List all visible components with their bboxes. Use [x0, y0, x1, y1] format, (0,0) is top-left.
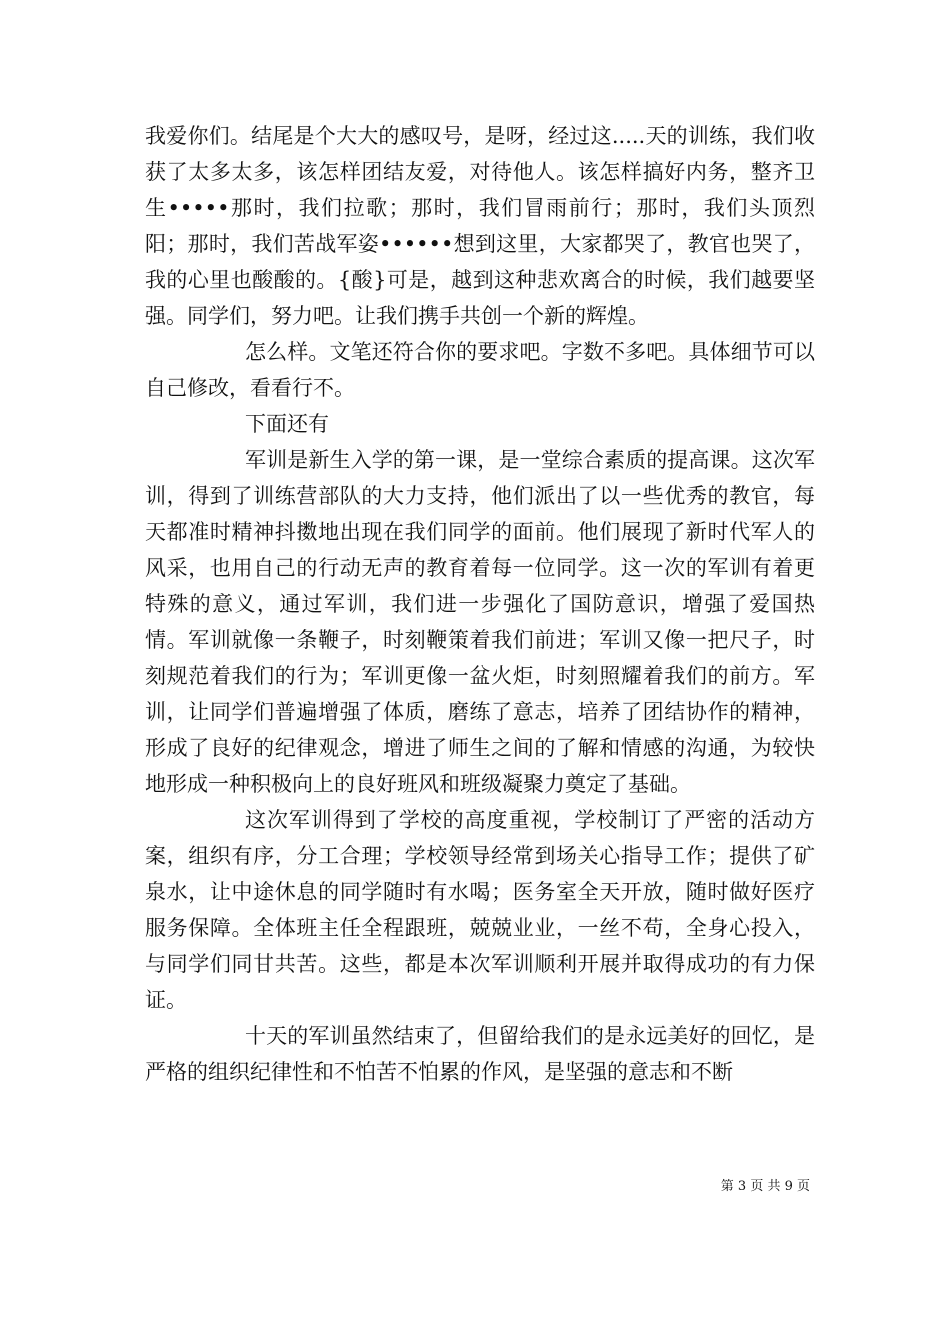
paragraph-5: 这次军训得到了学校的高度重视，学校制订了严密的活动方案，组织有序，分工合理；学校领导经常到场关心指导工作；提供了矿泉水，让中途休息的同学随时有水喝；医务室全天开放，随时做好医疗服务保障。全体班主任全程跟班，兢兢业业，一丝不苟，全身心投入，与同学们同甘共苦。这些，都是本次军训顺利开展并取得成功的有力保证。 [145, 808, 815, 1012]
paragraph-6: 十天的军训虽然结束了，但留给我们的是永远美好的回忆，是严格的组织纪律性和不怕苦不怕累的作风，是坚强的意志和不断 [145, 1024, 815, 1084]
paragraph-1: 我爱你们。结尾是个大大的感叹号，是呀，经过这.....天的训练，我们收获了太多太多，该怎样团结友爱，对待他人。该怎样搞好内务，整齐卫生•••••那时，我们拉歌；那时，我们冒雨前行；那时，我们头顶烈阳；那时，我们苦战军姿••••••想到这里，大家都哭了，教官也哭了，我的心里也酸酸的。{酸}可是，越到这种悲欢离合的时候，我们越要坚强。同学们，努力吧。让我们携手共创一个新的辉煌。 [145, 124, 815, 328]
paragraph-2: 怎么样。文笔还符合你的要求吧。字数不多吧。具体细节可以自己修改，看看行不。 [145, 340, 815, 400]
paragraph-3: 下面还有 [245, 412, 329, 436]
body-text [145, 118, 815, 1090]
page-number-footer: 第 3 页 共 9 页 [720, 1179, 810, 1194]
paragraph-4: 军训是新生入学的第一课，是一堂综合素质的提高课。这次军训，得到了训练营部队的大力支持，他们派出了以一些优秀的教官，每天都准时精神抖擞地出现在我们同学的面前。他们展现了新时代军人的风采，也用自己的行动无声的教育着每一位同学。这一次的军训有着更特殊的意义，通过军训，我们进一步强化了国防意识，增强了爱国热情。军训就像一条鞭子，时刻鞭策着我们前进；军训又像一把尺子，时刻规范着我们的行为；军训更像一盆火炬，时刻照耀着我们的前方。军训，让同学们普遍增强了体质，磨练了意志，培养了团结协作的精神，形成了良好的纪律观念，增进了师生之间的了解和情感的沟通，为较快地形成一种积极向上的良好班风和班级凝聚力奠定了基础。 [145, 448, 815, 796]
